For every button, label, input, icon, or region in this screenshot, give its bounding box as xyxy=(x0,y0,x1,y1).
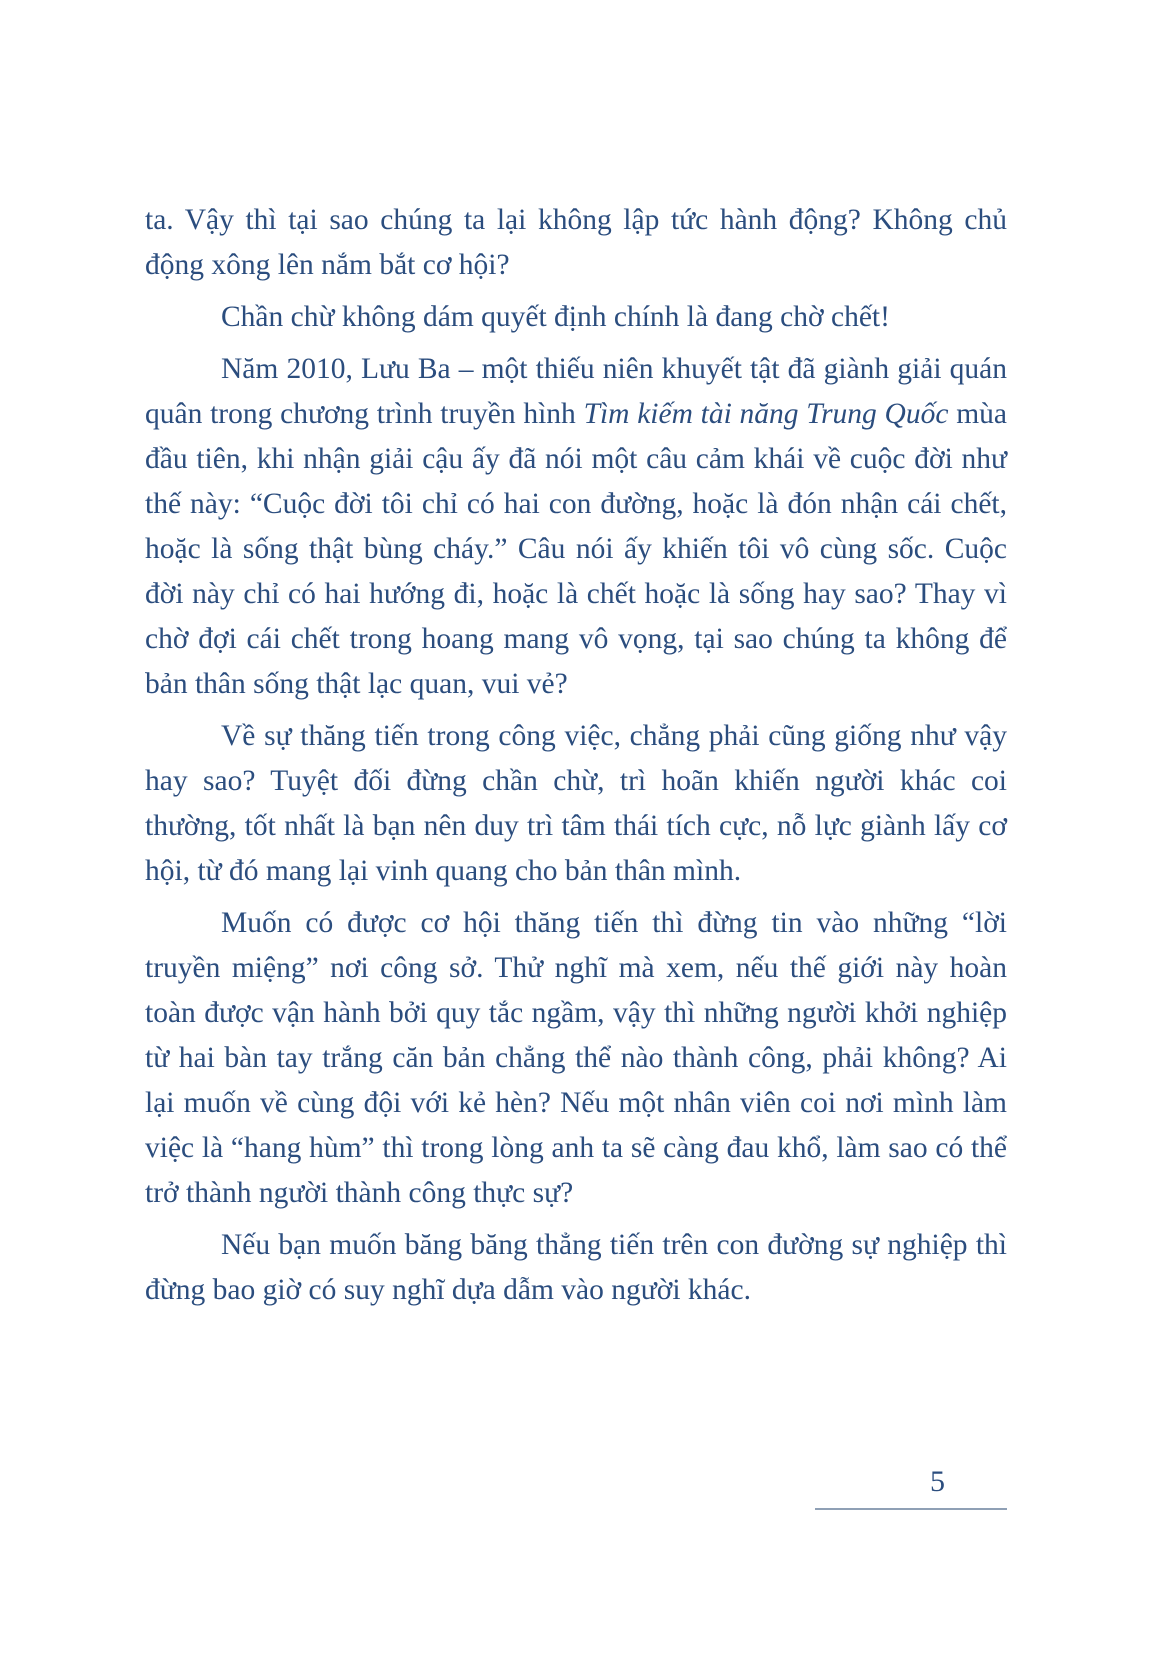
page-body xyxy=(145,198,1007,1320)
text-segment: Chần chừ không dám quyết định chính là đang chờ chết! xyxy=(221,301,890,333)
text-segment: Nếu bạn muốn băng băng thẳng tiến trên con đường sự nghiệp thì đừng bao giờ có suy nghĩ dựa dẫm vào người khác. xyxy=(145,1229,1007,1306)
text-segment: Về sự thăng tiến trong công việc, chẳng phải cũng giống như vậy hay sao? Tuyệt đối đừng chần chừ, trì hoãn khiến người khác coi thường, tốt nhất là bạn nên duy trì tâm thái tích cực, nỗ lực giành lấy cơ hội, từ đó mang lại vinh quang cho bản thân mình. xyxy=(145,720,1007,887)
text-segment: mùa đầu tiên, khi nhận giải cậu ấy đã nói một câu cảm khái về cuộc đời như thế này: “Cuộc đời tôi chỉ có hai con đường, hoặc là đón nhận cái chết, hoặc là sống thật bùng cháy.” Câu nói ấy khiến tôi vô cùng sốc. Cuộc đời này chỉ có hai hướng đi, hoặc là chết hoặc là sống hay sao? Thay vì chờ đợi cái chết trong hoang mang vô vọng, tại sao chúng ta không để bản thân sống thật lạc quan, vui vẻ? xyxy=(145,398,1007,700)
paragraph xyxy=(145,1223,1007,1313)
footer-rule xyxy=(815,1508,1007,1510)
text-segment-italic: Tìm kiếm tài năng Trung Quốc xyxy=(583,398,949,430)
text-segment: Muốn có được cơ hội thăng tiến thì đừng tin vào những “lời truyền miệng” nơi công sở. Thử nghĩ mà xem, nếu thế giới này hoàn toàn được vận hành bởi quy tắc ngầm, vậy thì những người khởi nghiệp từ hai bàn tay trắng căn bản chẳng thể nào thành công, phải không? Ai lại muốn về cùng đội với kẻ hèn? Nếu một nhân viên coi nơi mình làm việc là “hang hùm” thì trong lòng anh ta sẽ càng đau khổ, làm sao có thể trở thành người thành công thực sự? xyxy=(145,907,1007,1209)
paragraph xyxy=(145,295,1007,340)
paragraph xyxy=(145,901,1007,1216)
paragraph xyxy=(145,347,1007,707)
page-number: 5 xyxy=(930,1465,945,1498)
page-footer xyxy=(145,1462,1007,1510)
paragraph xyxy=(145,198,1007,288)
text-segment: Năm 2010, Lưu Ba – một thiếu niên khuyết tật đã giành giải quán quân trong chương trình truyền hình xyxy=(145,353,1007,430)
paragraph xyxy=(145,714,1007,894)
text-segment: ta. Vậy thì tại sao chúng ta lại không lập tức hành động? Không chủ động xông lên nắm bắt cơ hội? xyxy=(145,204,1007,281)
